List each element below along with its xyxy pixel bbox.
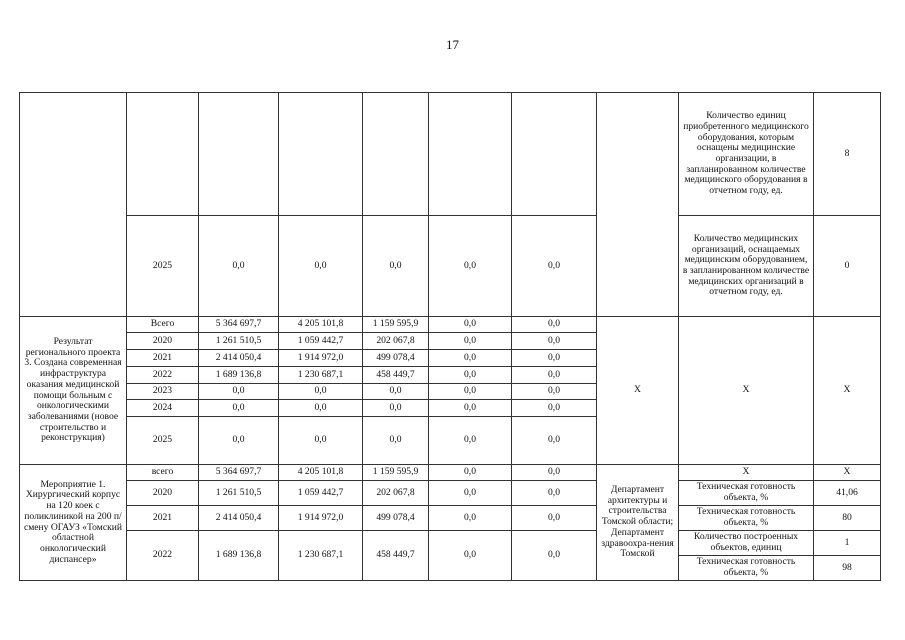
value-cell: 0,0 xyxy=(279,216,363,317)
value-cell: 1 689 136,8 xyxy=(199,531,279,581)
value-cell: 202 067,8 xyxy=(363,481,429,506)
value-cell: 0,0 xyxy=(429,506,512,531)
value-cell xyxy=(199,93,279,216)
year-cell: 2022 xyxy=(127,367,199,384)
value-cell xyxy=(363,93,429,216)
target-cell: 0 xyxy=(814,216,881,317)
value-cell: 0,0 xyxy=(199,400,279,417)
value-cell: 0,0 xyxy=(512,216,597,317)
responsible-cell: X xyxy=(597,317,679,465)
year-cell: 2025 xyxy=(127,417,199,465)
year-cell: 2023 xyxy=(127,384,199,400)
value-cell: 0,0 xyxy=(199,384,279,400)
value-cell: 0,0 xyxy=(429,216,512,317)
table-row xyxy=(20,465,881,481)
value-cell: 0,0 xyxy=(512,350,597,367)
value-cell: 5 364 697,7 xyxy=(199,317,279,333)
target-cell: 80 xyxy=(814,506,881,531)
value-cell: 0,0 xyxy=(279,384,363,400)
table-row xyxy=(20,317,881,333)
year-cell: 2024 xyxy=(127,400,199,417)
value-cell: 0,0 xyxy=(279,400,363,417)
value-cell: 0,0 xyxy=(199,417,279,465)
value-cell: 2 414 050,4 xyxy=(199,506,279,531)
value-cell: 0,0 xyxy=(512,506,597,531)
year-cell: 2020 xyxy=(127,333,199,350)
year-cell: 2025 xyxy=(127,216,199,317)
value-cell: 458 449,7 xyxy=(363,531,429,581)
value-cell: 0,0 xyxy=(429,317,512,333)
value-cell: 0,0 xyxy=(429,465,512,481)
value-cell: 1 914 972,0 xyxy=(279,506,363,531)
target-cell: 41,06 xyxy=(814,481,881,506)
value-cell: 0,0 xyxy=(512,333,597,350)
year-cell: 2021 xyxy=(127,506,199,531)
value-cell: 0,0 xyxy=(512,481,597,506)
value-cell: 1 261 510,5 xyxy=(199,333,279,350)
value-cell: 5 364 697,7 xyxy=(199,465,279,481)
value-cell: 0,0 xyxy=(512,465,597,481)
indicator-cell: Количество построенных объектов, единиц xyxy=(679,531,814,556)
indicator-cell: Техническая готовность объекта, % xyxy=(679,506,814,531)
responsible-cell: Департамент архитектуры и строительства Томской области; Департамент здравоохра-нения Томской xyxy=(597,465,679,581)
value-cell: 0,0 xyxy=(429,417,512,465)
value-cell: 2 414 050,4 xyxy=(199,350,279,367)
value-cell: 0,0 xyxy=(512,317,597,333)
year-cell xyxy=(127,93,199,216)
value-cell: 1 230 687,1 xyxy=(279,367,363,384)
page-number: 17 xyxy=(446,37,459,52)
value-cell: 0,0 xyxy=(363,417,429,465)
value-cell: 1 059 442,7 xyxy=(279,333,363,350)
indicator-cell: X xyxy=(679,317,814,465)
value-cell: 458 449,7 xyxy=(363,367,429,384)
value-cell: 1 059 442,7 xyxy=(279,481,363,506)
year-cell: 2020 xyxy=(127,481,199,506)
value-cell: 1 914 972,0 xyxy=(279,350,363,367)
target-cell: 98 xyxy=(814,556,881,581)
value-cell xyxy=(279,93,363,216)
value-cell: 0,0 xyxy=(512,400,597,417)
value-cell: 4 205 101,8 xyxy=(279,317,363,333)
value-cell: 1 230 687,1 xyxy=(279,531,363,581)
value-cell: 0,0 xyxy=(363,216,429,317)
value-cell: 0,0 xyxy=(512,417,597,465)
target-cell: 1 xyxy=(814,531,881,556)
value-cell xyxy=(512,93,597,216)
table-row xyxy=(20,506,881,531)
value-cell: 1 159 595,9 xyxy=(363,465,429,481)
indicator-cell: Количество единиц приобретенного медицинского оборудования, которым оснащены медицинские организации, в запланированном количестве медицинского оборудования в отчетном году, ед. xyxy=(679,93,814,216)
value-cell: 0,0 xyxy=(512,384,597,400)
table-row xyxy=(20,93,881,216)
target-cell: 8 xyxy=(814,93,881,216)
year-cell: 2022 xyxy=(127,531,199,581)
responsible-cell xyxy=(597,93,679,317)
value-cell: 0,0 xyxy=(429,350,512,367)
value-cell: 0,0 xyxy=(429,400,512,417)
value-cell: 1 689 136,8 xyxy=(199,367,279,384)
table-row xyxy=(20,481,881,506)
value-cell: 0,0 xyxy=(279,417,363,465)
value-cell: 499 078,4 xyxy=(363,506,429,531)
value-cell: 1 159 595,9 xyxy=(363,317,429,333)
year-cell: всего xyxy=(127,465,199,481)
value-cell: 0,0 xyxy=(199,216,279,317)
value-cell: 0,0 xyxy=(363,400,429,417)
table-row xyxy=(20,531,881,556)
indicator-cell: Техническая готовность объекта, % xyxy=(679,481,814,506)
value-cell: 0,0 xyxy=(429,481,512,506)
value-cell: 0,0 xyxy=(429,367,512,384)
indicator-cell: Техническая готовность объекта, % xyxy=(679,556,814,581)
table-row xyxy=(20,216,881,317)
measure-name-cell: Мероприятие 1. Хирургический корпус на 120 коек с поликлиникой на 200 п/смену ОГАУЗ «Томский областной онкологический диспансер» xyxy=(20,465,127,581)
value-cell: 499 078,4 xyxy=(363,350,429,367)
budget-table xyxy=(19,92,881,581)
value-cell: 0,0 xyxy=(363,384,429,400)
value-cell: 0,0 xyxy=(512,531,597,581)
value-cell: 0,0 xyxy=(512,367,597,384)
value-cell xyxy=(429,93,512,216)
year-cell: 2021 xyxy=(127,350,199,367)
value-cell: 0,0 xyxy=(429,384,512,400)
continuation-name-cell xyxy=(20,93,127,317)
value-cell: 202 067,8 xyxy=(363,333,429,350)
target-cell: X xyxy=(814,317,881,465)
value-cell: 4 205 101,8 xyxy=(279,465,363,481)
year-cell: Всего xyxy=(127,317,199,333)
indicator-cell: Количество медицинских организаций, оснащаемых медицинским оборудованием, в запланированном количестве медицинских организаций в отчетном году, ед. xyxy=(679,216,814,317)
value-cell: 0,0 xyxy=(429,333,512,350)
indicator-cell: X xyxy=(679,465,814,481)
value-cell: 1 261 510,5 xyxy=(199,481,279,506)
result-name-cell: Результат регионального проекта 3. Создана современная инфраструктура оказания медицинской помощи больным с онкологическими заболеваниями (новое строительство и реконструкция) xyxy=(20,317,127,465)
target-cell: X xyxy=(814,465,881,481)
value-cell: 0,0 xyxy=(429,531,512,581)
